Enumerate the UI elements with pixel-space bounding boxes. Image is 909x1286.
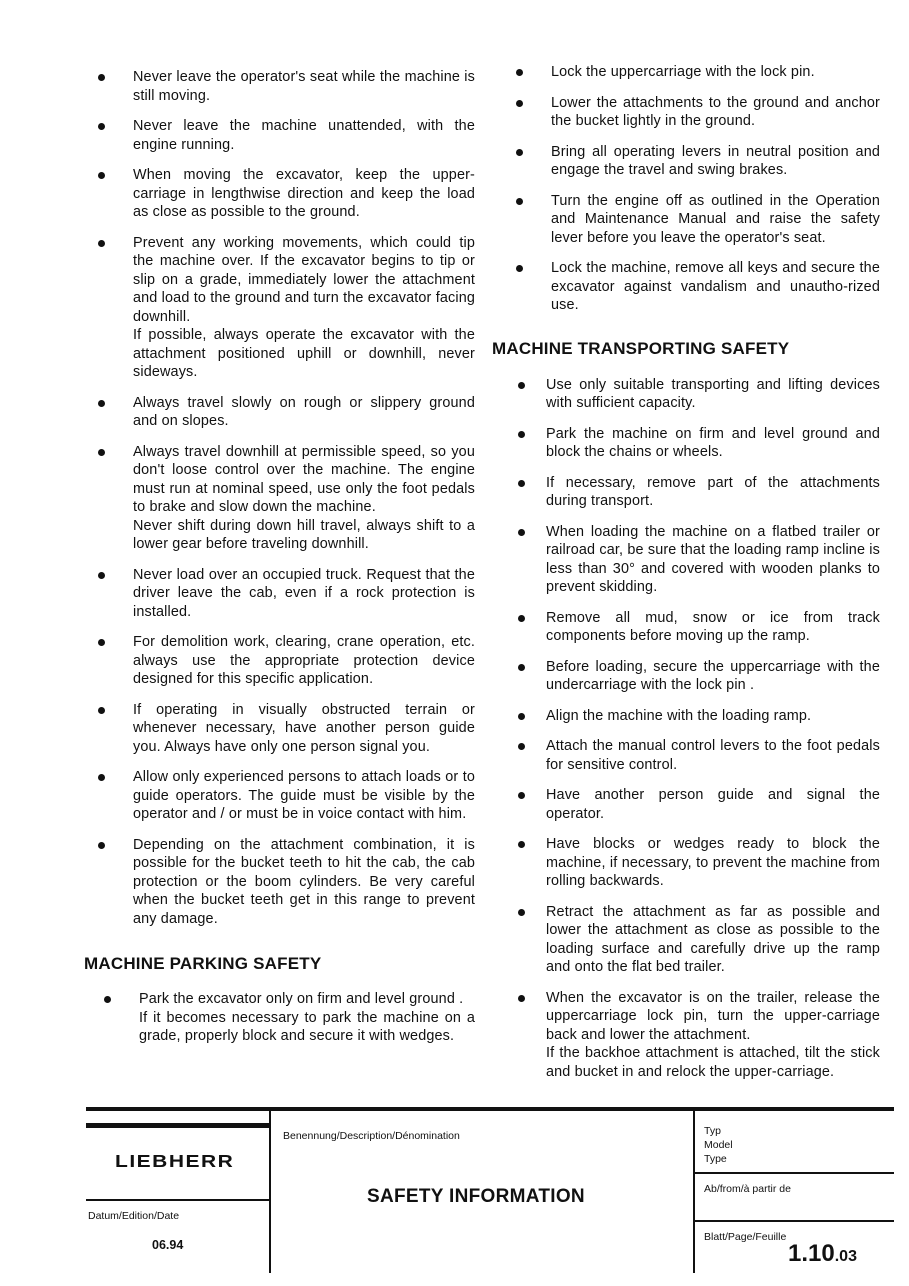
page-number-sub: .03 (834, 1248, 857, 1265)
bullet-icon (98, 123, 105, 130)
item-text: If the backhoe attachment is attached, tilt the stick and bucket in and relock the upper-carriage. (546, 1045, 880, 1080)
right-column (492, 63, 880, 1093)
item-text: Never leave the operator's seat while the machine is still moving. (133, 69, 475, 104)
item-text: Bring all operating levers in neutral position and engage the travel and swing brakes. (551, 143, 880, 178)
list-item (90, 633, 475, 689)
bullet-icon (518, 529, 525, 536)
bullet-icon (98, 774, 105, 781)
item-text: Allow only experienced persons to attach loads or to guide operators. The guide must be visible by the operator and / or must be in voice contact with him. (133, 769, 475, 822)
item-text: When the excavator is on the trailer, release the uppercarriage lock pin, turn the upper-carriage back and lower the attachment. (546, 989, 880, 1043)
bullet-icon (98, 572, 105, 579)
bullet-icon (518, 480, 525, 487)
bullet-icon (518, 713, 525, 720)
list-item (508, 474, 880, 511)
bullet-icon (516, 69, 523, 76)
footer-divider-left (269, 1111, 271, 1273)
bullet-icon (104, 996, 111, 1003)
bullet-icon (516, 100, 523, 107)
item-text: If operating in visually obstructed terrain or whenever necessary, have another person guide you. Always have only one person signal you. (133, 701, 475, 755)
bullet-icon (518, 841, 525, 848)
item-text: Lower the attachments to the ground and anchor the bucket lightly in the ground. (551, 94, 880, 129)
list-item (508, 835, 880, 891)
item-text: When loading the machine on a flatbed trailer or railroad car, be sure that the loading ramp incline is less than 30° and covered with wooden planks to prevent skidding. (546, 523, 880, 595)
date-label: Datum/Edition/Date (88, 1210, 180, 1222)
document-title: SAFETY INFORMATION (367, 1186, 585, 1207)
type-label-type: Type (704, 1153, 727, 1165)
list-item (90, 701, 475, 757)
item-text: Attach the manual control levers to the foot pedals for sensitive control. (546, 738, 880, 773)
bullet-icon (516, 265, 523, 272)
item-text: Retract the attachment as far as possible and lower the attachment as close as possible to the loading surface and carefully drive up the ramp and onto the flat bed trailer. (546, 903, 880, 975)
item-text: Never leave the machine unattended, with the engine running. (133, 118, 475, 153)
list-item (90, 394, 475, 431)
transporting-safety-list (508, 376, 880, 1082)
list-item (508, 786, 880, 823)
item-text: For demolition work, clearing, crane operation, etc. always use the appropriate protection device designed for this specific application. (133, 634, 475, 687)
bullet-icon (518, 792, 525, 799)
bullet-icon (518, 431, 525, 438)
list-item (90, 166, 475, 222)
list-item (508, 143, 880, 180)
item-text: Depending on the attachment combination, it is possible for the bucket teeth to hit the cab, the cab protection or the boom cylinders. Be very careful when the bucket teeth get in this range to prevent any damage. (133, 836, 475, 927)
list-item (508, 737, 880, 774)
list-item (90, 768, 475, 824)
bullet-icon (518, 909, 525, 916)
list-item (90, 234, 475, 382)
page-number (788, 1240, 857, 1268)
parking-safety-list-continued (508, 63, 880, 315)
parking-safety-heading: MACHINE PARKING SAFETY (84, 954, 322, 973)
item-text: Always travel slowly on rough or slippery ground and on slopes. (133, 394, 475, 429)
item-text: Use only suitable transporting and lifting devices with sufficient capacity. (546, 376, 880, 411)
list-item (508, 903, 880, 977)
list-item (90, 68, 475, 105)
bullet-icon (98, 240, 105, 247)
bullet-icon (98, 842, 105, 849)
list-item (508, 989, 880, 1082)
item-text: Remove all mud, snow or ice from track components before moving up the ramp. (546, 609, 880, 644)
item-text: Never load over an occupied truck. Request that the driver leave the cab, even if a rock protection is installed. (133, 566, 475, 620)
list-item (90, 443, 475, 554)
item-text: If necessary, remove part of the attachments during transport. (546, 474, 880, 509)
bullet-icon (98, 707, 105, 714)
type-label-typ: Typ (704, 1125, 721, 1137)
bullet-icon (98, 172, 105, 179)
bullet-icon (518, 615, 525, 622)
left-column (84, 68, 475, 1058)
bullet-icon (98, 639, 105, 646)
bullet-icon (518, 995, 525, 1002)
footer-top-rule (86, 1107, 894, 1111)
transporting-safety-heading: MACHINE TRANSPORTING SAFETY (492, 338, 790, 358)
list-item (508, 707, 880, 726)
bullet-icon (98, 449, 105, 456)
item-text: Have another person guide and signal the operator. (546, 787, 880, 822)
footer-date-rule (86, 1199, 270, 1201)
from-label: Ab/from/à partir de (704, 1183, 791, 1195)
item-text: Park the machine on firm and level ground and block the chains or wheels. (546, 425, 880, 460)
list-item (90, 990, 475, 1046)
footer-model-rule (694, 1172, 894, 1174)
bullet-icon (98, 400, 105, 407)
bullet-icon (518, 382, 525, 389)
list-item (508, 63, 880, 82)
list-item (508, 658, 880, 695)
list-item (508, 192, 880, 248)
item-text: Have blocks or wedges ready to block the machine, if necessary, to prevent the machine from rolling backwards. (546, 836, 880, 889)
bullet-icon (98, 74, 105, 81)
footer-left-thick-rule (86, 1123, 270, 1128)
list-item (90, 117, 475, 154)
page-label: Blatt/Page/Feuille (704, 1231, 787, 1243)
page-number-main: 1.10 (788, 1240, 835, 1267)
footer-divider-right (693, 1111, 695, 1273)
operation-safety-list (90, 68, 475, 928)
item-text: Always travel downhill at permissible speed, so you don't loose control over the machine. The engine must run at nominal speed, use only the foot pedals to brake and slow down the machine. (133, 443, 475, 515)
list-item (508, 376, 880, 413)
liebherr-logo: LIEBHERR (115, 1152, 235, 1171)
list-item (508, 609, 880, 646)
list-item (508, 425, 880, 462)
bullet-icon (516, 198, 523, 205)
item-text: Lock the uppercarriage with the lock pin. (551, 64, 815, 80)
list-item (508, 523, 880, 597)
footer-from-rule (694, 1220, 894, 1222)
item-text: If it becomes necessary to park the machine on a grade, properly block and secure it with wedges. (139, 1009, 475, 1044)
item-text: Before loading, secure the uppercarriage with the undercarriage with the lock pin . (546, 658, 880, 693)
parking-safety-list (90, 990, 475, 1046)
item-text: Align the machine with the loading ramp. (546, 707, 812, 724)
list-item (508, 94, 880, 131)
item-text: If possible, always operate the excavator with the attachment positioned uphill or downhill, never sideways. (133, 327, 475, 380)
list-item (90, 836, 475, 929)
item-text: Park the excavator only on firm and level ground . (139, 991, 464, 1007)
list-item (508, 259, 880, 315)
type-label-model: Model (704, 1139, 733, 1151)
bullet-icon (518, 743, 525, 750)
item-text: Prevent any working movements, which could tip the machine over. If the excavator begins to tip or slip on a grade, immediately lower the attachment and load to the ground and turn the excavator facing downhill. (133, 234, 475, 325)
item-text: Lock the machine, remove all keys and secure the excavator against vandalism and unautho-rized use. (551, 260, 880, 313)
date-value: 06.94 (152, 1238, 184, 1252)
bullet-icon (518, 664, 525, 671)
item-text: When moving the excavator, keep the upper-carriage in lengthwise direction and keep the load as close as possible to the ground. (133, 167, 475, 220)
item-text: Never shift during down hill travel, always shift to a lower gear before traveling downhill. (133, 517, 475, 552)
list-item (90, 566, 475, 622)
description-label: Benennung/Description/Dénomination (283, 1130, 460, 1142)
item-text: Turn the engine off as outlined in the Operation and Maintenance Manual and raise the safety lever before you leave the operator's seat. (551, 192, 880, 246)
bullet-icon (516, 149, 523, 156)
